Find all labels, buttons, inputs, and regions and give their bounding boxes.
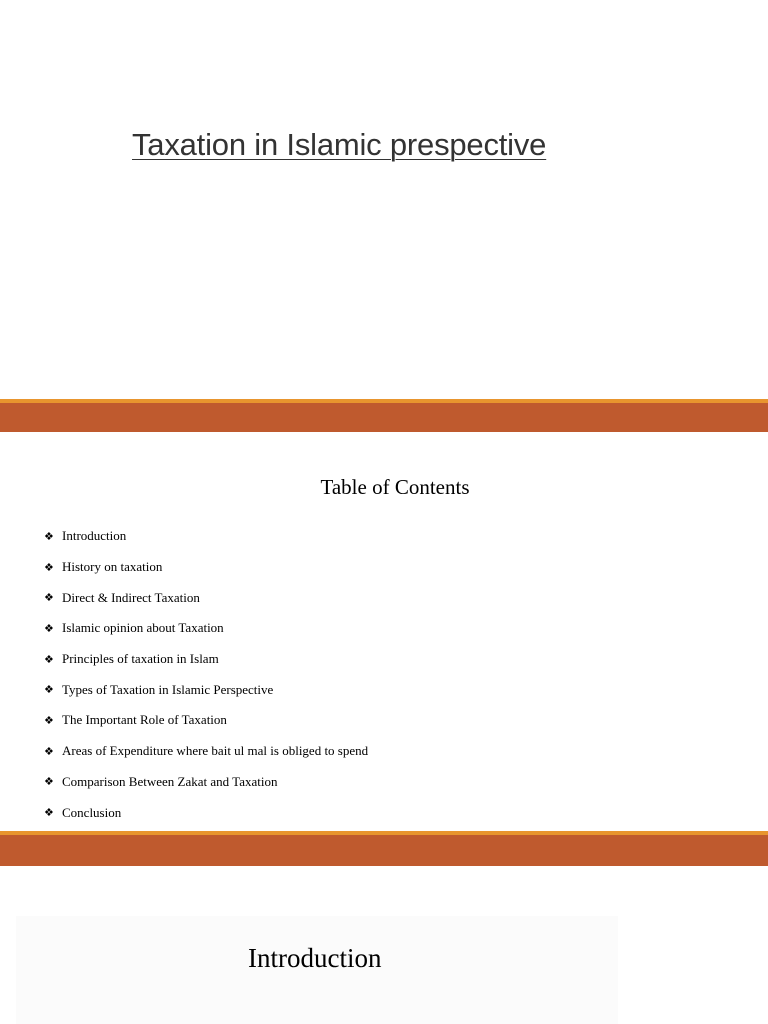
slide-table-of-contents (0, 432, 768, 831)
toc-item-label: Conclusion (62, 804, 122, 820)
toc-item (44, 797, 368, 828)
toc-item-label: Types of Taxation in Islamic Perspective (62, 681, 274, 697)
diamond-bullet-icon: ❖ (44, 622, 54, 635)
slide-separator (0, 831, 768, 866)
toc-item (44, 582, 368, 613)
toc-item-label: The Important Role of Taxation (62, 712, 227, 728)
diamond-bullet-icon: ❖ (44, 592, 54, 605)
toc-list (44, 521, 368, 828)
cover-title: Taxation in Islamic prespective (132, 127, 547, 162)
intro-title: Introduction (248, 943, 382, 973)
toc-item-label: Direct & Indirect Taxation (62, 589, 200, 605)
diamond-bullet-icon: ❖ (44, 807, 54, 820)
diamond-bullet-icon: ❖ (44, 561, 54, 574)
toc-item-label: Principles of taxation in Islam (62, 651, 219, 667)
toc-item (44, 644, 368, 675)
slide-separator (0, 399, 768, 432)
diamond-bullet-icon: ❖ (44, 745, 54, 758)
toc-item (44, 767, 368, 798)
diamond-bullet-icon: ❖ (44, 530, 54, 543)
slide-cover (0, 0, 768, 399)
toc-item-label: Islamic opinion about Taxation (62, 620, 224, 636)
diamond-bullet-icon: ❖ (44, 776, 54, 789)
toc-item (44, 736, 368, 767)
toc-title: Table of Contents (320, 475, 470, 499)
toc-item-label: History on taxation (62, 559, 163, 575)
diamond-bullet-icon: ❖ (44, 714, 54, 727)
toc-item (44, 613, 368, 644)
slide-introduction (0, 866, 768, 1024)
toc-item-label: Areas of Expenditure where bait ul mal is obliged to spend (62, 743, 369, 759)
diamond-bullet-icon: ❖ (44, 684, 54, 697)
diamond-bullet-icon: ❖ (44, 653, 54, 666)
toc-item-label: Introduction (62, 528, 127, 544)
toc-item (44, 674, 368, 705)
toc-item (44, 705, 368, 736)
toc-item (44, 521, 368, 552)
toc-item (44, 552, 368, 583)
toc-item-label: Comparison Between Zakat and Taxation (62, 773, 278, 789)
